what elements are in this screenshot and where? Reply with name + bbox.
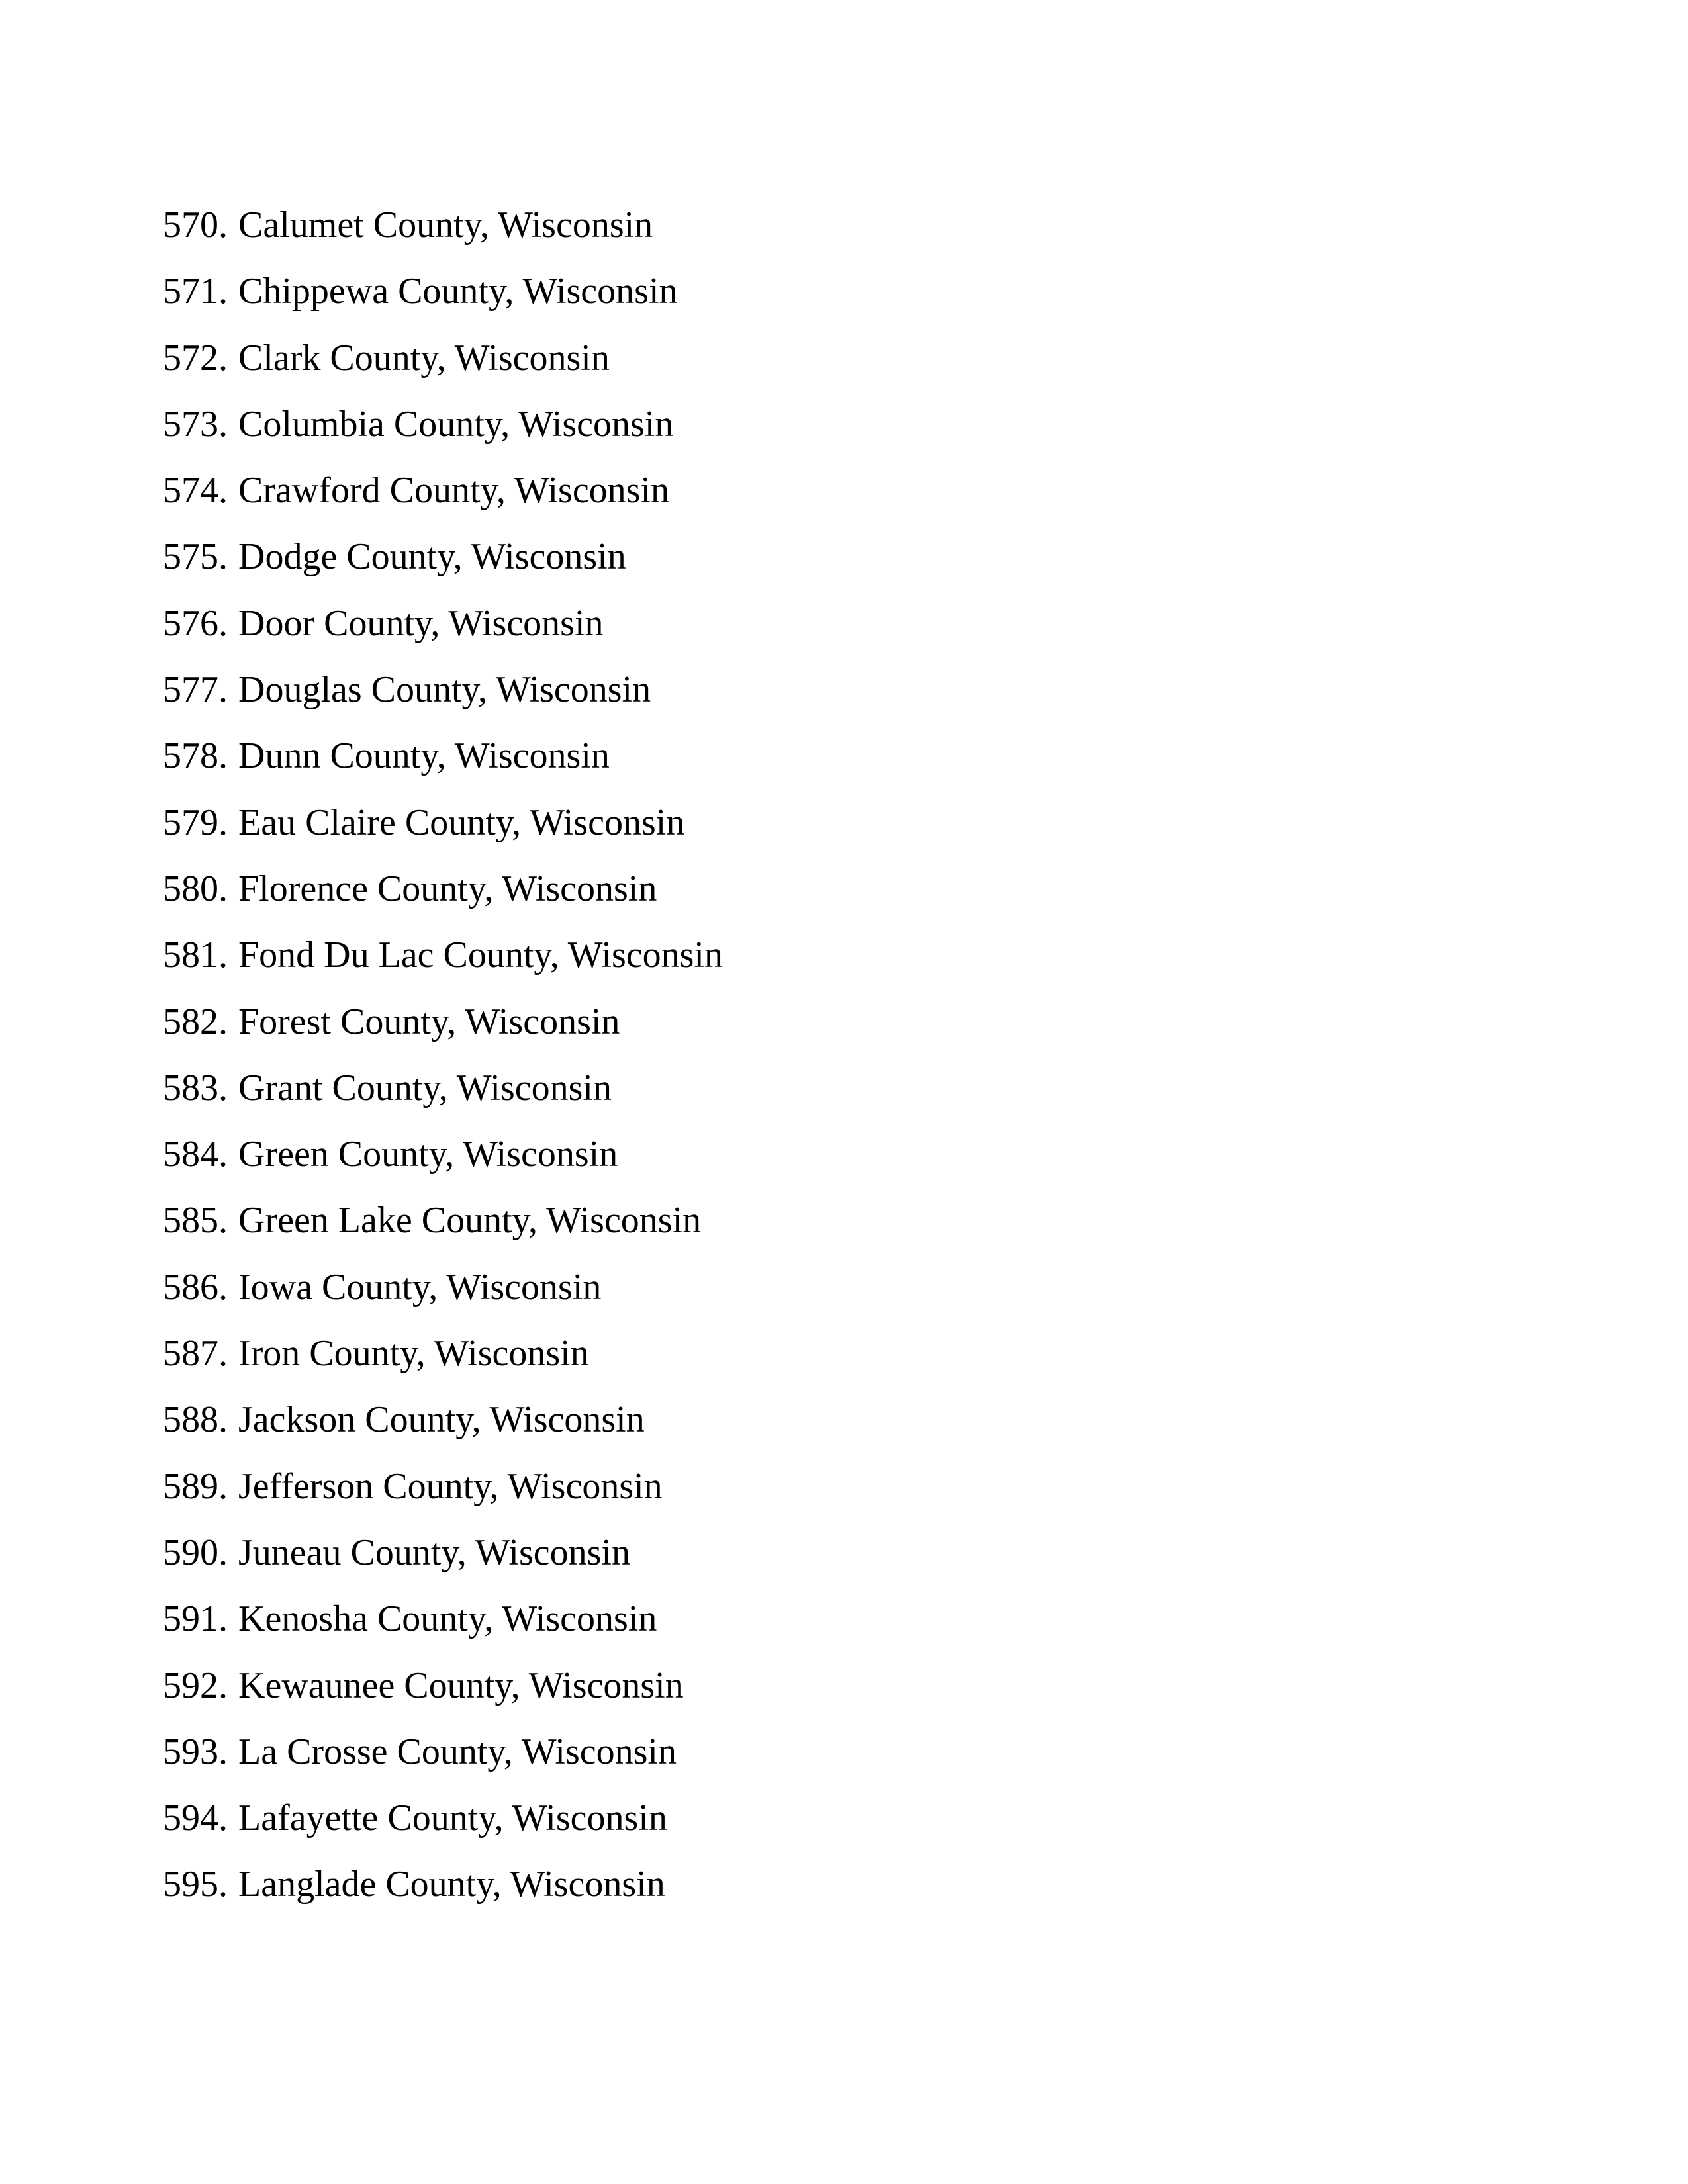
item-text: Jefferson County, Wisconsin — [238, 1465, 663, 1507]
item-number: 589. — [163, 1465, 228, 1507]
item-text: Dunn County, Wisconsin — [238, 735, 610, 777]
item-number: 592. — [163, 1664, 228, 1706]
list-item — [163, 391, 723, 457]
item-text: Grant County, Wisconsin — [238, 1067, 612, 1109]
item-number: 595. — [163, 1864, 228, 1905]
list-item — [163, 457, 723, 523]
item-number: 581. — [163, 934, 228, 976]
item-text: Door County, Wisconsin — [238, 602, 604, 644]
item-number: 583. — [163, 1067, 228, 1109]
item-text: Kewaunee County, Wisconsin — [238, 1664, 684, 1706]
item-number: 585. — [163, 1200, 228, 1242]
item-text: Langlade County, Wisconsin — [238, 1864, 665, 1905]
list-item — [163, 325, 723, 391]
list-item — [163, 1187, 723, 1253]
list-item — [163, 1586, 723, 1652]
item-number: 574. — [163, 470, 228, 512]
item-number: 571. — [163, 271, 228, 312]
item-text: Florence County, Wisconsin — [238, 868, 657, 909]
item-text: Jackson County, Wisconsin — [238, 1399, 645, 1441]
item-number: 575. — [163, 536, 228, 578]
list-item — [163, 1055, 723, 1121]
item-number: 577. — [163, 669, 228, 711]
item-text: Kenosha County, Wisconsin — [238, 1598, 657, 1640]
item-text: Clark County, Wisconsin — [238, 337, 610, 379]
item-text: Juneau County, Wisconsin — [238, 1531, 630, 1573]
list-item — [163, 1121, 723, 1187]
item-number: 573. — [163, 403, 228, 445]
item-text: Green County, Wisconsin — [238, 1134, 618, 1175]
item-text: Douglas County, Wisconsin — [238, 669, 651, 711]
list-item — [163, 1851, 723, 1917]
item-text: Dodge County, Wisconsin — [238, 536, 626, 578]
item-text: Lafayette County, Wisconsin — [238, 1797, 667, 1839]
item-text: Columbia County, Wisconsin — [238, 403, 674, 445]
item-number: 588. — [163, 1399, 228, 1441]
list-item — [163, 989, 723, 1055]
item-text: Eau Claire County, Wisconsin — [238, 801, 685, 843]
list-item — [163, 1785, 723, 1851]
county-list — [163, 192, 723, 1918]
list-item — [163, 1387, 723, 1453]
item-number: 593. — [163, 1731, 228, 1772]
list-item — [163, 922, 723, 988]
item-number: 580. — [163, 868, 228, 909]
item-text: Chippewa County, Wisconsin — [238, 271, 678, 312]
item-text: La Crosse County, Wisconsin — [238, 1731, 677, 1772]
item-number: 582. — [163, 1001, 228, 1042]
item-number: 578. — [163, 735, 228, 777]
list-item — [163, 790, 723, 856]
item-number: 570. — [163, 205, 228, 246]
item-text: Forest County, Wisconsin — [238, 1001, 620, 1042]
item-text: Crawford County, Wisconsin — [238, 470, 670, 512]
list-item — [163, 1453, 723, 1520]
item-text: Iron County, Wisconsin — [238, 1333, 589, 1375]
list-item — [163, 1719, 723, 1785]
item-text: Iowa County, Wisconsin — [238, 1266, 602, 1308]
item-number: 576. — [163, 602, 228, 644]
list-item — [163, 657, 723, 723]
item-text: Calumet County, Wisconsin — [238, 205, 653, 246]
item-number: 594. — [163, 1797, 228, 1839]
list-item — [163, 523, 723, 590]
item-number: 590. — [163, 1531, 228, 1573]
list-item — [163, 258, 723, 324]
list-item — [163, 1254, 723, 1320]
item-text: Fond Du Lac County, Wisconsin — [238, 934, 723, 976]
list-item — [163, 1520, 723, 1586]
item-text: Green Lake County, Wisconsin — [238, 1200, 702, 1242]
item-number: 591. — [163, 1598, 228, 1640]
list-item — [163, 856, 723, 922]
item-number: 572. — [163, 337, 228, 379]
item-number: 579. — [163, 801, 228, 843]
item-number: 586. — [163, 1266, 228, 1308]
list-item — [163, 723, 723, 789]
list-item — [163, 1653, 723, 1719]
list-item — [163, 590, 723, 657]
item-number: 587. — [163, 1333, 228, 1375]
item-number: 584. — [163, 1134, 228, 1175]
list-item — [163, 192, 723, 258]
list-item — [163, 1320, 723, 1387]
